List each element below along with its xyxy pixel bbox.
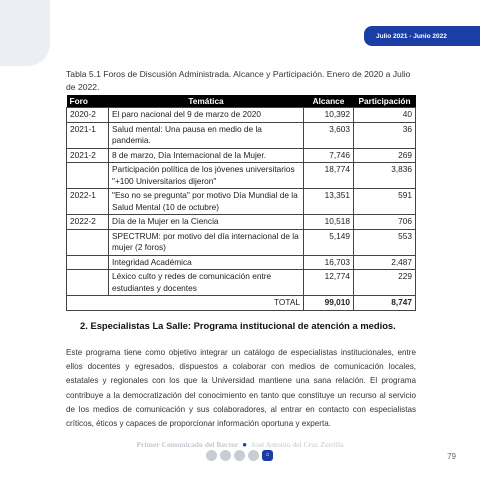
cell-tematica: Léxico culto y redes de comunicación entre estudiantes y docentes bbox=[109, 270, 304, 296]
cell-foro bbox=[67, 255, 109, 270]
header-alcance: Alcance bbox=[304, 95, 354, 108]
cell-tematica: "Eso no se pregunta" por motivo Día Mundial de la Salud Mental (10 de octubre) bbox=[109, 189, 304, 215]
cell-foro: 2022-1 bbox=[67, 189, 109, 215]
cell-foro: 2021-2 bbox=[67, 148, 109, 163]
cell-foro bbox=[67, 229, 109, 255]
section-paragraph: Este programa tiene como objetivo integrar un catálogo de especialistas institucionales, entre ellos docentes y egresados, dispuestos a colaborar con medios de comunicación locales, estatales y regionales con los que la Universidad mantiene una sana relación. El programa contribuye a la democratización del conocimiento en tanto que constituye un recurso al servicio de los medios de comunicación y sus colaboradores, al entrar en contacto con especialistas críticos, éticos y capaces de proporcionar información oportuna y experta. bbox=[66, 348, 416, 429]
cell-tematica: El paro nacional del 9 de marzo de 2020 bbox=[109, 108, 304, 123]
cell-participacion: 40 bbox=[354, 108, 416, 123]
table-header-row bbox=[67, 95, 416, 108]
cell-alcance: 10,392 bbox=[304, 108, 354, 123]
cell-tematica: Día de la Mujer en la Ciencia bbox=[109, 215, 304, 230]
table-row bbox=[67, 189, 416, 215]
cell-alcance: 7,746 bbox=[304, 148, 354, 163]
cell-participacion: 553 bbox=[354, 229, 416, 255]
section-title: Especialistas La Salle: Programa institucional de atención a medios. bbox=[90, 320, 396, 331]
cell-tematica: Salud mental: Una pausa en medio de la pandemia. bbox=[109, 122, 304, 148]
total-row bbox=[67, 296, 416, 311]
cell-participacion: 229 bbox=[354, 270, 416, 296]
footer-dot-icon: ● bbox=[242, 440, 248, 449]
cell-alcance: 13,351 bbox=[304, 189, 354, 215]
table-row bbox=[67, 122, 416, 148]
cell-participacion: 706 bbox=[354, 215, 416, 230]
cell-foro: 2020-2 bbox=[67, 108, 109, 123]
date-range-tab bbox=[364, 26, 480, 46]
footer-report: Primer Comunicado del Rector bbox=[136, 440, 239, 449]
table-row bbox=[67, 270, 416, 296]
cell-foro bbox=[67, 163, 109, 189]
table-row bbox=[67, 163, 416, 189]
social-icon[interactable] bbox=[248, 450, 259, 461]
cell-alcance: 12,774 bbox=[304, 270, 354, 296]
cell-alcance: 10,518 bbox=[304, 215, 354, 230]
total-label: TOTAL bbox=[67, 296, 304, 311]
table-row bbox=[67, 255, 416, 270]
table-caption: Tabla 5.1 Foros de Discusión Administrada. Alcance y Participación. Enero de 2020 a Julio de 2022. bbox=[66, 69, 411, 92]
cell-participacion: 36 bbox=[354, 122, 416, 148]
cell-alcance: 16,703 bbox=[304, 255, 354, 270]
date-range-label: Julio 2021 - Junio 2022 bbox=[376, 32, 447, 40]
table-row bbox=[67, 148, 416, 163]
cell-participacion: 591 bbox=[354, 189, 416, 215]
footer-icons bbox=[206, 450, 273, 461]
header-foro: Foro bbox=[67, 95, 109, 108]
table-row bbox=[67, 215, 416, 230]
cell-foro bbox=[67, 270, 109, 296]
cell-participacion: 3,836 bbox=[354, 163, 416, 189]
cell-tematica: Participación política de los jóvenes universitarios "+100 Universitarios dijeron" bbox=[109, 163, 304, 189]
page-number: 79 bbox=[447, 452, 456, 461]
table-body bbox=[67, 108, 416, 296]
cell-alcance: 5,149 bbox=[304, 229, 354, 255]
social-icon[interactable] bbox=[206, 450, 217, 461]
header-tematica: Temática bbox=[109, 95, 304, 108]
social-icon[interactable] bbox=[220, 450, 231, 461]
cell-participacion: 2,487 bbox=[354, 255, 416, 270]
cell-foro: 2021-1 bbox=[67, 122, 109, 148]
footer-credit bbox=[0, 440, 480, 449]
cell-tematica: SPECTRUM: por motivo del día internacional de la mujer (2 foros) bbox=[109, 229, 304, 255]
cell-tematica: Integridad Académica bbox=[109, 255, 304, 270]
total-participacion: 8,747 bbox=[354, 296, 416, 311]
cell-alcance: 3,603 bbox=[304, 122, 354, 148]
table-row bbox=[67, 108, 416, 123]
total-alcance: 99,010 bbox=[304, 296, 354, 311]
cell-tematica: 8 de marzo, Día Internacional de la Mujer. bbox=[109, 148, 304, 163]
cell-foro: 2022-2 bbox=[67, 215, 109, 230]
section-number: 2. bbox=[80, 320, 88, 331]
table-row bbox=[67, 229, 416, 255]
footer-author: José Antonio del Cruz Zorrilla bbox=[251, 440, 344, 449]
cell-alcance: 18,774 bbox=[304, 163, 354, 189]
home-icon[interactable]: ⌂ bbox=[262, 450, 273, 461]
social-icon[interactable] bbox=[234, 450, 245, 461]
corner-tab-decoration bbox=[0, 0, 50, 66]
forums-table bbox=[66, 95, 416, 311]
section-heading bbox=[80, 320, 396, 331]
header-participacion: Participación bbox=[354, 95, 416, 108]
cell-participacion: 269 bbox=[354, 148, 416, 163]
